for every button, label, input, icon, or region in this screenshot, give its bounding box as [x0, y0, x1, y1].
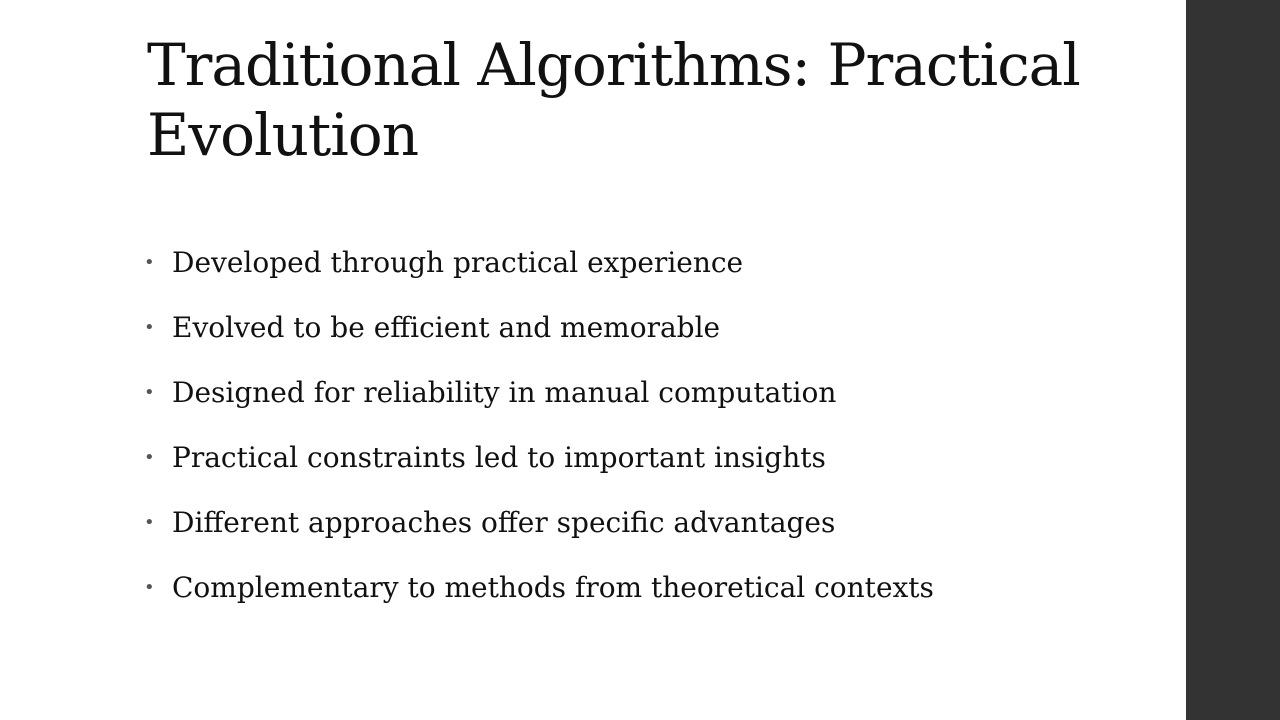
bullet-item: [144, 500, 1144, 565]
bullet-marker-icon: •: [144, 447, 155, 468]
bullet-text: Evolved to be efficient and memorable: [172, 311, 721, 344]
bullet-item: [144, 565, 1144, 630]
bullet-marker-icon: •: [144, 577, 155, 598]
bullet-text: Practical constraints led to important insights: [172, 441, 826, 474]
bullet-text: Different approaches offer specific advantages: [172, 506, 836, 539]
bullet-item: [144, 240, 1144, 305]
bullet-item: [144, 370, 1144, 435]
side-bar: [1186, 0, 1280, 720]
bullet-item: [144, 305, 1144, 370]
bullet-marker-icon: •: [144, 252, 155, 273]
bullet-text: Complementary to methods from theoretical contexts: [172, 571, 934, 604]
slide-title: Traditional Algorithms: Practical Evolution: [147, 31, 1080, 169]
bullet-marker-icon: •: [144, 317, 155, 338]
bullet-list: [144, 240, 1144, 630]
bullet-item: [144, 435, 1144, 500]
bullet-text: Developed through practical experience: [172, 246, 744, 279]
bullet-marker-icon: •: [144, 512, 155, 533]
bullet-text: Designed for reliability in manual computation: [172, 376, 837, 409]
bullet-marker-icon: •: [144, 382, 155, 403]
